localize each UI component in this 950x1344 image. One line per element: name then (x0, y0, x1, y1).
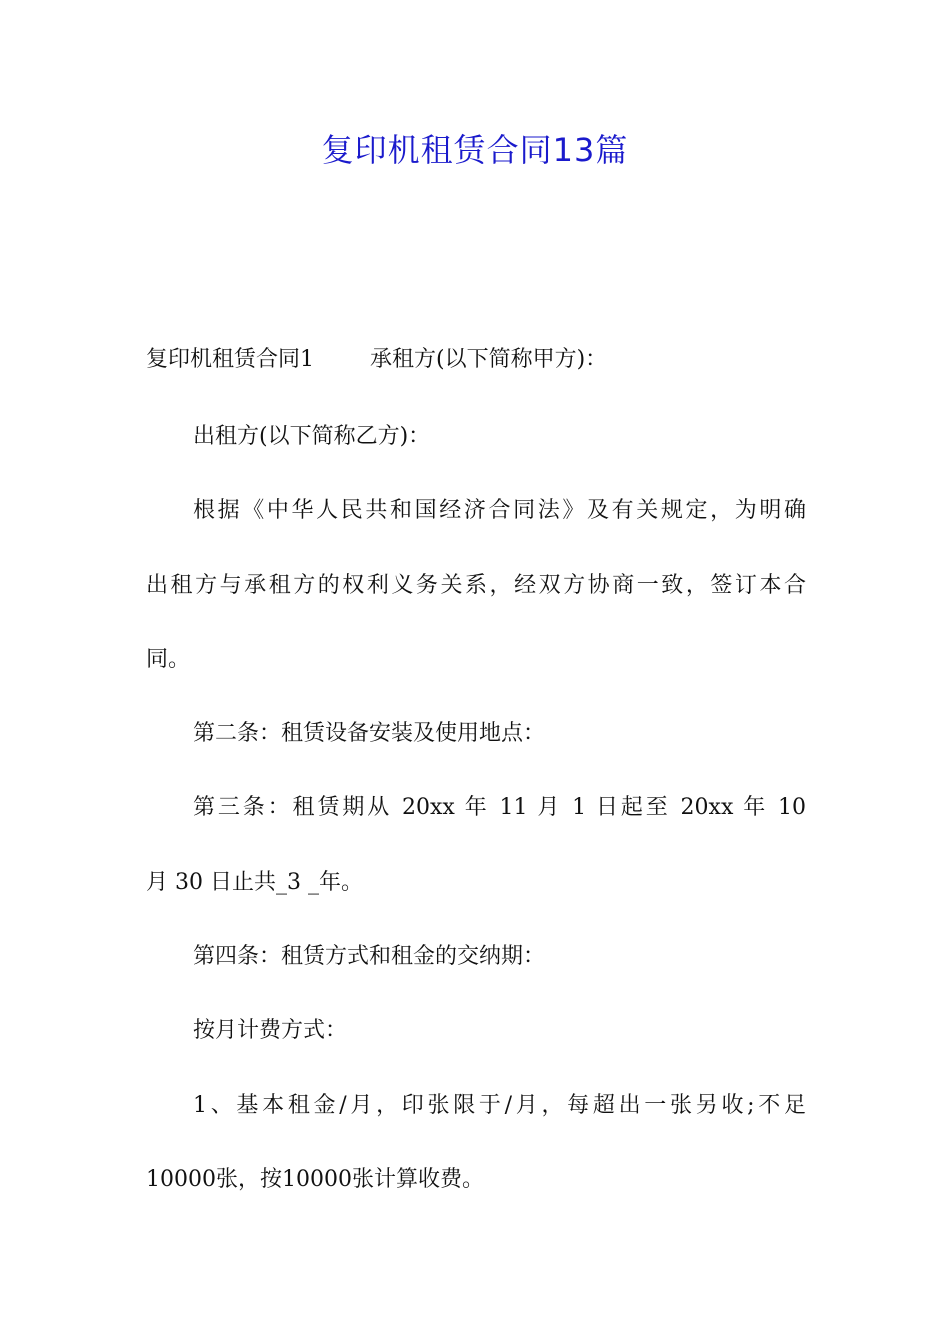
clause-three-line: 第三条：租赁期从 20xx 年 11 月 1 日起至 20xx 年 10 (193, 795, 806, 820)
lessee-label: 承租方(以下简称甲方)： (370, 347, 608, 372)
paragraph-line: 根据《中华人民共和国经济合同法》及有关规定，为明确 (193, 498, 806, 523)
item-one-continued-line: 10000张，按10000张计算收费。 (146, 1167, 484, 1192)
contract-heading-line (146, 345, 806, 375)
document-title: 复印机租赁合同13篇 (321, 131, 629, 169)
paragraph-line: 出租方与承租方的权利义务关系，经双方协商一致，签订本合 (146, 573, 806, 598)
paragraph-line: 同。 (146, 647, 191, 672)
item-one-line: 1、基本租金/月，印张限于/月，每超出一张另收;不足 (193, 1093, 806, 1118)
billing-method-line: 按月计费方式： (193, 1018, 348, 1043)
lessor-line: 出租方(以下简称乙方)： (193, 424, 431, 449)
contract-number-label: 复印机租赁合同1 (146, 347, 314, 372)
clause-two-line: 第二条：租赁设备安装及使用地点： (193, 721, 546, 746)
clause-four-line: 第四条：租赁方式和租金的交纳期： (193, 944, 546, 969)
clause-three-continued-line: 月 30 日止共_3 _年。 (146, 870, 363, 895)
